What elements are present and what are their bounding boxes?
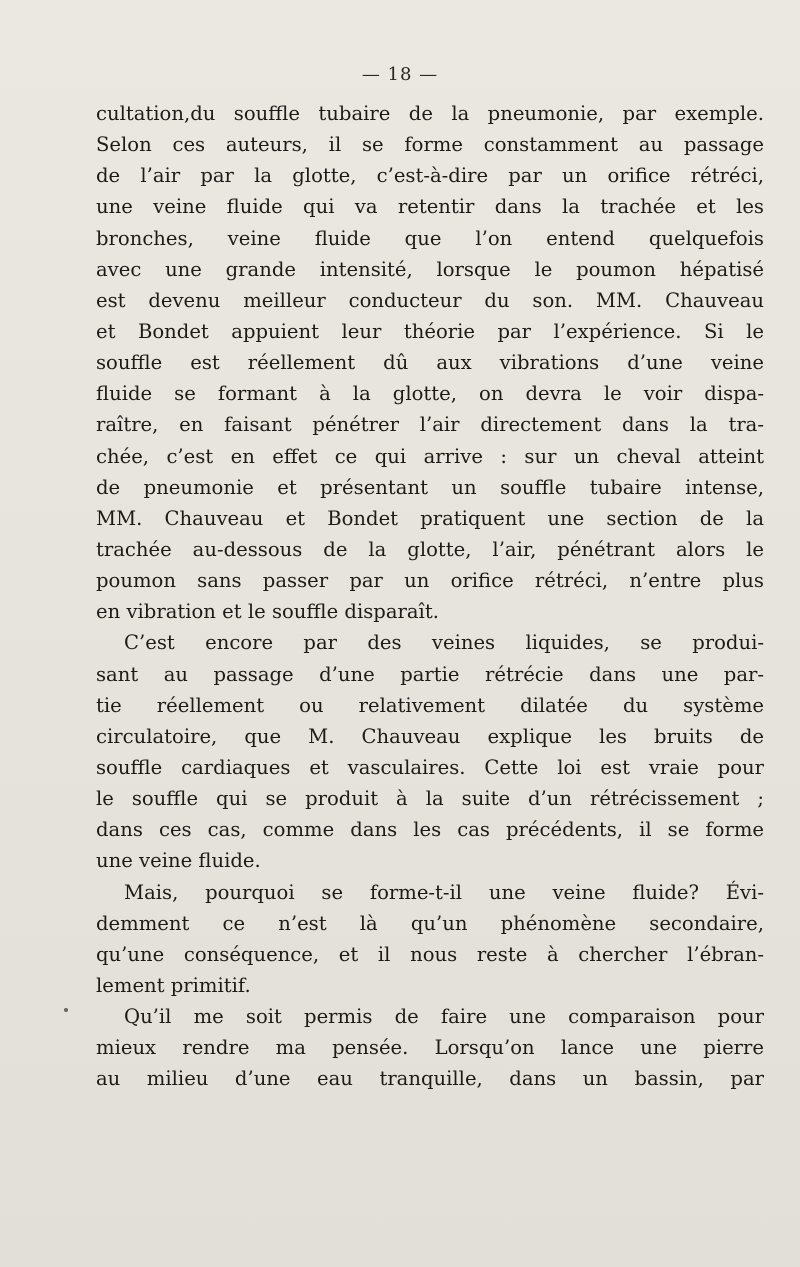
text-line: poumon sans passer par un orifice rétréci, n’entre plus [96, 569, 764, 593]
text-line: demment ce n’est là qu’un phénomène secondaire, [96, 911, 764, 935]
text-line: circulatoire, que M. Chauveau explique les bruits de [96, 724, 764, 748]
text-line: qu’une conséquence, et il nous reste à chercher l’ébran- [96, 942, 764, 966]
text-line: de pneumonie et présentant un souffle tubaire intense, [96, 475, 764, 499]
text-line: cultation,du souffle tubaire de la pneumonie, par exemple. [96, 102, 764, 125]
text-line: en vibration et le souffle disparaît. [96, 600, 439, 624]
text-line: MM. Chauveau et Bondet pratiquent une section de la [96, 506, 764, 530]
text-line: le souffle qui se produit à la suite d’un rétrécissement ; [96, 787, 764, 811]
text-line: Mais, pourquoi se forme-t-il une veine fluide? Évi- [124, 880, 764, 904]
text-line: bronches, veine fluide que l’on entend quelquefois [96, 226, 764, 250]
text-line: mieux rendre ma pensée. Lorsqu’on lance une pierre [96, 1036, 764, 1060]
text-line: de l’air par la glotte, c’est-à-dire par un orifice rétréci, [96, 164, 764, 188]
text-line: C’est encore par des veines liquides, se produi- [124, 631, 764, 655]
page-number-header: — 18 — [361, 64, 439, 85]
text-line: dans ces cas, comme dans les cas précédents, il se forme [96, 818, 764, 842]
text-line: souffle est réellement dû aux vibrations d’une veine [96, 351, 764, 375]
text-line: au milieu d’une eau tranquille, dans un bassin, par [96, 1067, 764, 1091]
text-line: est devenu meilleur conducteur du son. MM. Chauveau [96, 288, 764, 312]
text-line: trachée au-dessous de la glotte, l’air, pénétrant alors le [96, 537, 764, 561]
text-line: sant au passage d’une partie rétrécie dans une par- [96, 662, 764, 686]
text-line: Qu’il me soit permis de faire une comparaison pour [124, 1005, 764, 1029]
paper-speck [64, 1008, 68, 1012]
text-line: Selon ces auteurs, il se forme constamment au passage [96, 133, 764, 157]
text-line: fluide se formant à la glotte, on devra le voir dispa- [96, 382, 764, 406]
text-line: souffle cardiaques et vasculaires. Cette loi est vraie pour [96, 755, 764, 779]
text-line: une veine fluide qui va retentir dans la trachée et les [96, 195, 764, 219]
text-line: tie réellement ou relativement dilatée du système [96, 693, 764, 717]
text-line: et Bondet appuient leur théorie par l’expérience. Si le [96, 319, 764, 343]
text-line: avec une grande intensité, lorsque le poumon hépatisé [96, 257, 764, 281]
text-line: une veine fluide. [96, 849, 261, 873]
body-text [96, 98, 764, 1095]
text-line: lement primitif. [96, 973, 251, 997]
text-line: chée, c’est en effet ce qui arrive : sur un cheval atteint [96, 444, 764, 468]
text-line: raître, en faisant pénétrer l’air directement dans la tra- [96, 413, 764, 437]
